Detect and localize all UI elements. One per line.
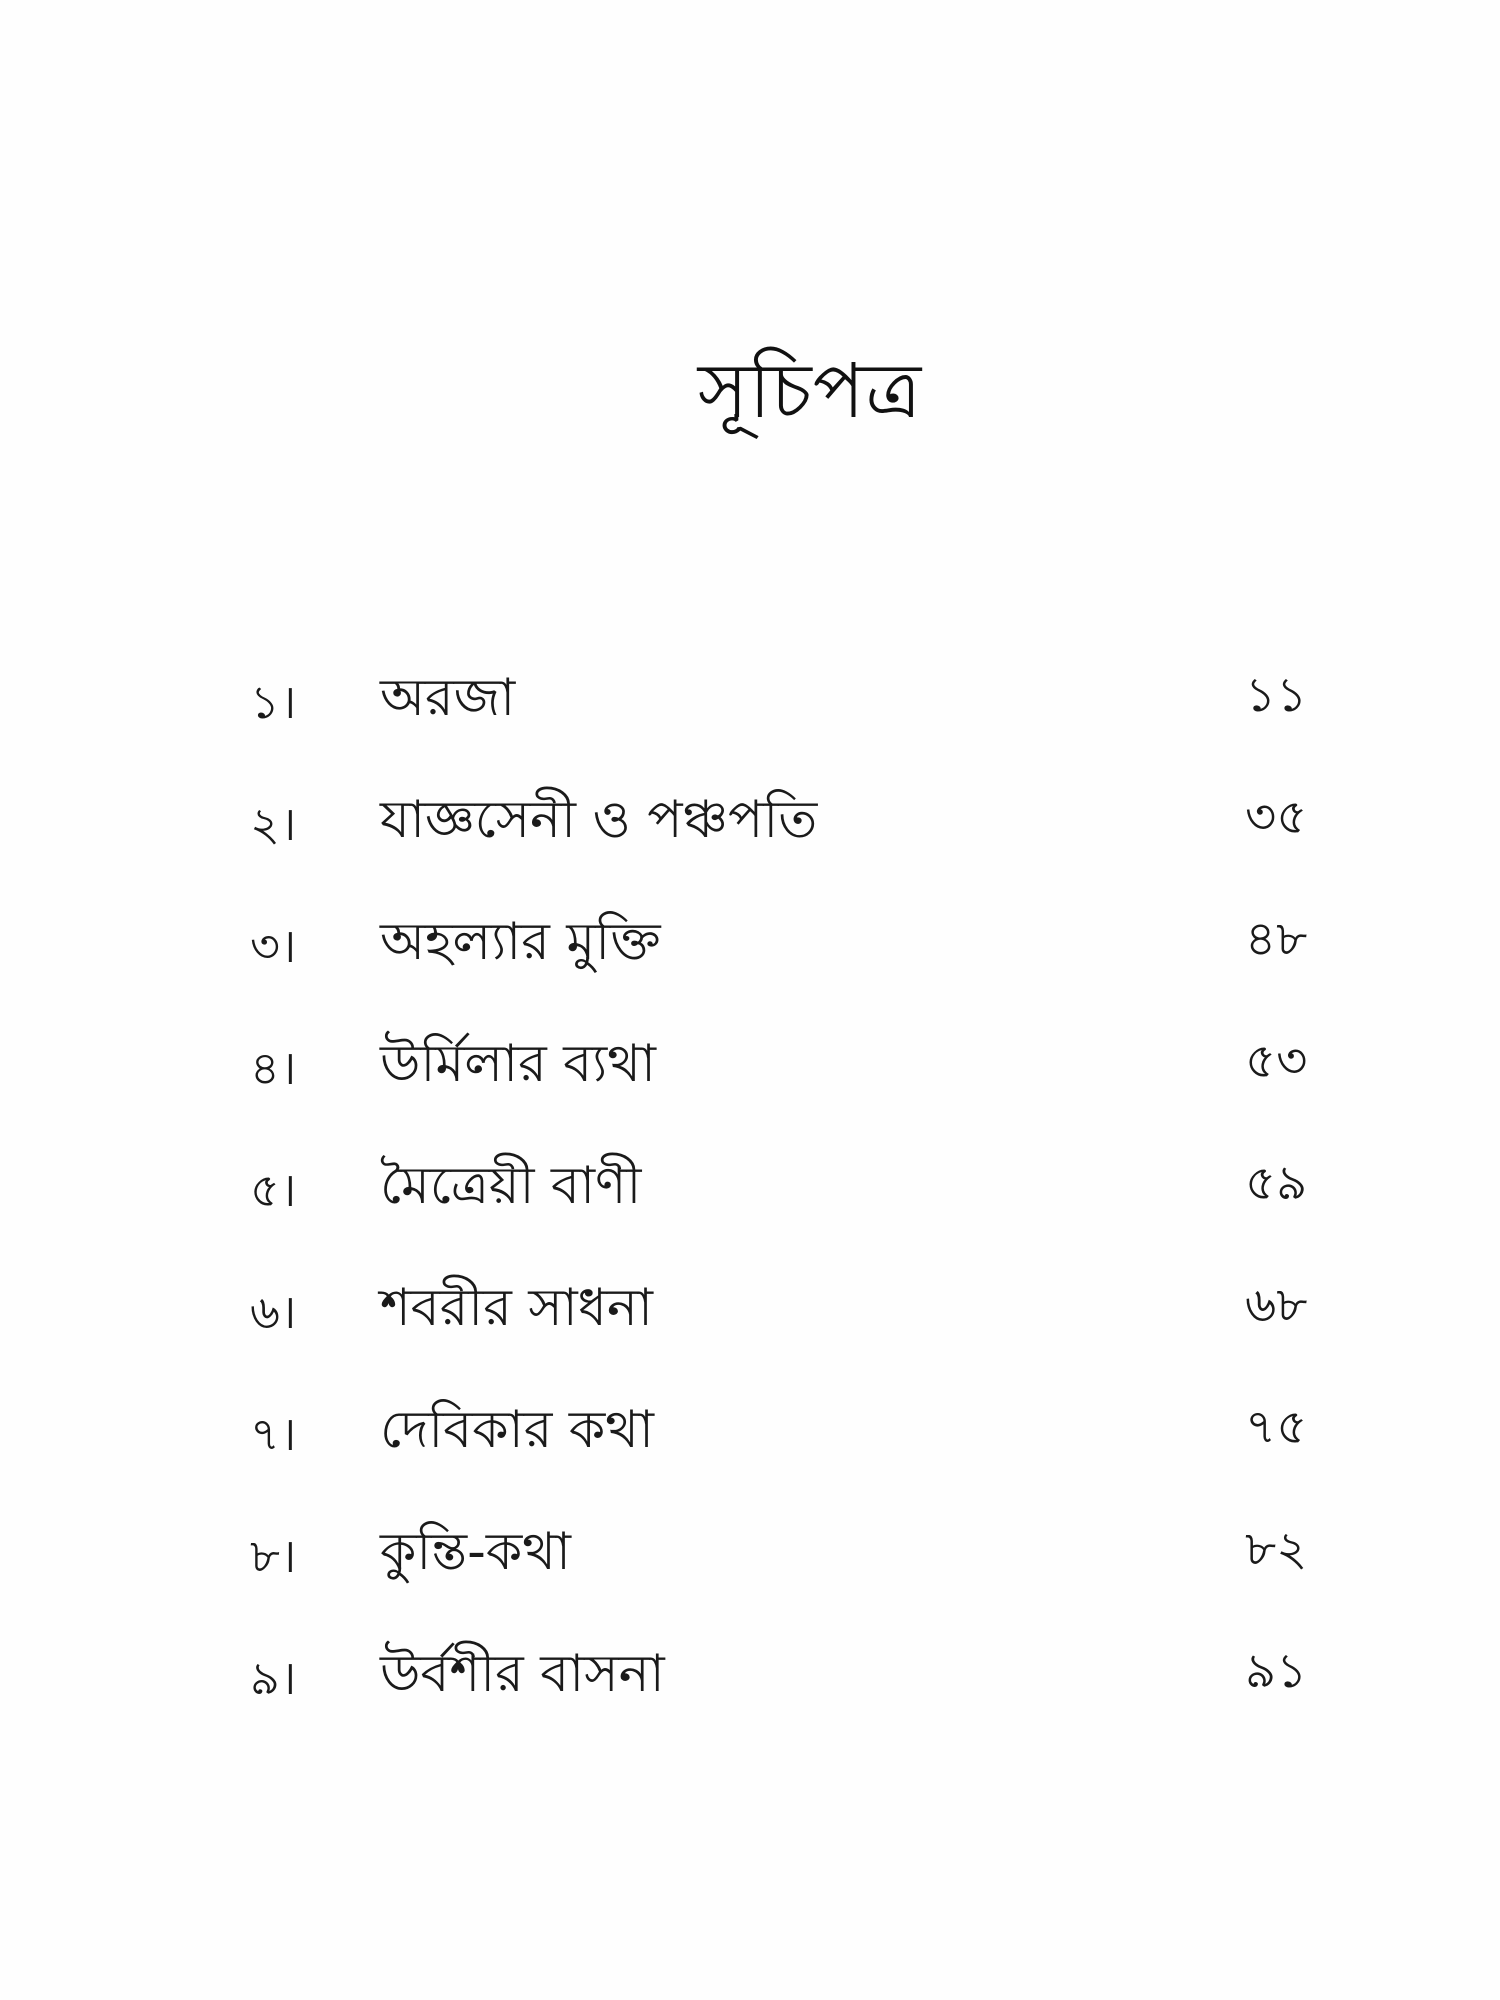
toc-entry-title: দেবিকার কথা: [380, 1400, 654, 1460]
toc-entry-title: অহল্যার মুক্তি: [380, 912, 661, 972]
toc-entry-number: ১।: [250, 675, 297, 729]
toc-entry-page: ৩৫: [1245, 789, 1308, 845]
toc-entry-page: ৫৯: [1245, 1155, 1308, 1211]
table-of-contents: [0, 655, 1500, 1753]
toc-entry-page: ৬৮: [1245, 1277, 1308, 1333]
toc-entry-title: উর্মিলার ব্যথা: [380, 1034, 656, 1094]
page-title: সূচিপত্র: [697, 346, 923, 435]
toc-entry-page: ১১: [1245, 667, 1308, 723]
toc-entry-page: ৯১: [1245, 1643, 1308, 1699]
toc-entry-page: ৫৩: [1245, 1033, 1308, 1089]
toc-entry-number: ৮।: [250, 1529, 297, 1583]
toc-entry: [0, 655, 1500, 777]
toc-entry-number: ৯।: [250, 1651, 297, 1705]
toc-entry-number: ৩।: [250, 919, 297, 973]
toc-entry: [0, 899, 1500, 1021]
toc-entry-number: ৬।: [250, 1285, 297, 1339]
toc-entry-title: উর্বশীর বাসনা: [380, 1644, 665, 1704]
toc-entry-number: ৭।: [250, 1407, 297, 1461]
toc-entry: [0, 1265, 1500, 1387]
toc-entry: [0, 1387, 1500, 1509]
toc-entry-title: যাজ্ঞসেনী ও পঞ্চপতি: [380, 790, 818, 850]
toc-entry: [0, 777, 1500, 899]
toc-entry-title: শবরীর সাধনা: [380, 1278, 654, 1338]
toc-entry: [0, 1021, 1500, 1143]
toc-entry-page: ৪৮: [1245, 911, 1308, 967]
toc-entry-number: ৪।: [250, 1041, 297, 1095]
toc-entry-title: মৈত্রেয়ী বাণী: [380, 1156, 642, 1216]
toc-entry-number: ৫।: [250, 1163, 297, 1217]
toc-entry-title: কুন্তি-কথা: [380, 1522, 571, 1582]
toc-entry: [0, 1509, 1500, 1631]
toc-entry-page: ৭৫: [1245, 1399, 1308, 1455]
toc-entry: [0, 1631, 1500, 1753]
toc-entry-number: ২।: [250, 797, 297, 851]
toc-entry-page: ৮২: [1245, 1521, 1308, 1577]
toc-entry-title: অরজা: [380, 668, 516, 728]
toc-entry: [0, 1143, 1500, 1265]
